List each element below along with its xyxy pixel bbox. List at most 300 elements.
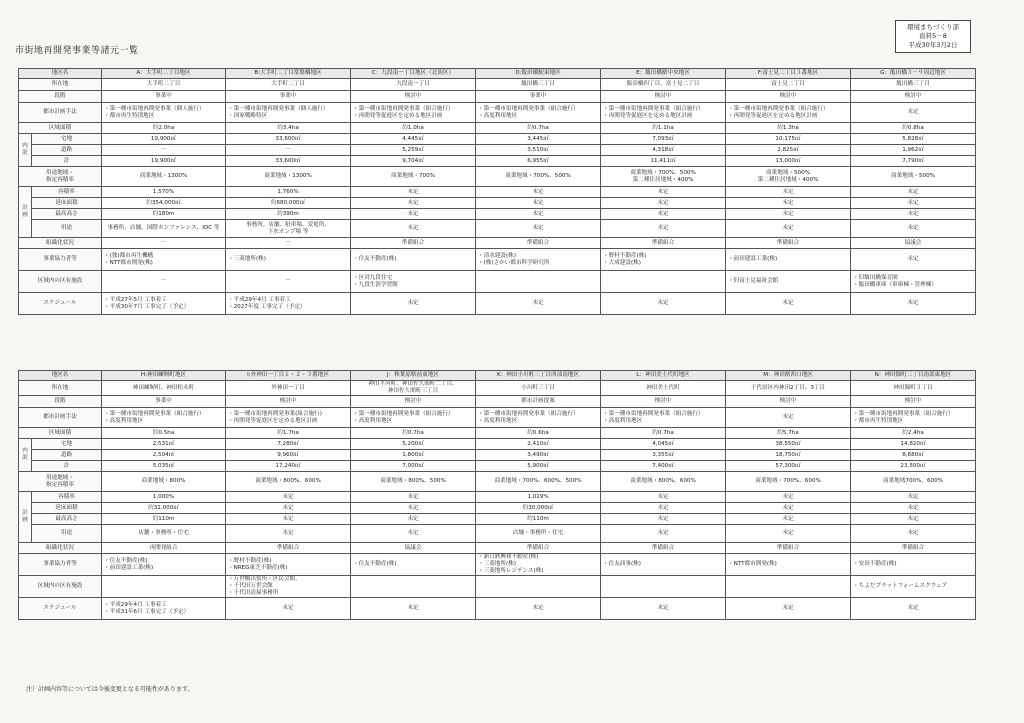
row-label-cell: 最高高さ bbox=[32, 514, 102, 525]
data-cell: 未定 bbox=[851, 293, 976, 315]
data-cell: ・第一種市街地再開発事業（組合施行） ・高度利用地区 bbox=[476, 408, 601, 428]
table-row-floor bbox=[19, 198, 976, 209]
data-cell: 未定 bbox=[601, 525, 726, 543]
data-cell: ・平成27年5月 工事着工 ・平成30年7月 工事完了（予定） bbox=[102, 293, 226, 315]
table-header-row bbox=[19, 69, 976, 79]
data-cell: 商業地域・700%、500% bbox=[476, 167, 601, 187]
group-label-cell: 内訳 bbox=[19, 439, 32, 472]
data-cell: 大手町二丁目 bbox=[102, 79, 226, 91]
data-cell: 未定 bbox=[476, 209, 601, 220]
data-cell: 5,035㎡ bbox=[102, 461, 226, 472]
data-cell: 未定 bbox=[851, 220, 976, 238]
data-cell: 2,504㎡ bbox=[102, 450, 226, 461]
data-cell: 商業地域・500% 第二種住居地域・400% bbox=[726, 167, 851, 187]
row-label-cell: 道路 bbox=[32, 145, 102, 156]
row-label-cell: 都市計画手法 bbox=[19, 408, 102, 428]
stamp-document-number: 資料5－8 bbox=[919, 32, 947, 40]
data-cell: 3,445㎡ bbox=[476, 134, 601, 145]
row-label-cell: 所在地 bbox=[19, 79, 102, 91]
data-cell: 事業中 bbox=[102, 91, 226, 103]
data-cell: 未定 bbox=[851, 503, 976, 514]
data-cell: ・前田建設工業(株) bbox=[726, 249, 851, 271]
data-cell: 4,045㎡ bbox=[601, 439, 726, 450]
data-cell: 7,093㎡ bbox=[601, 134, 726, 145]
data-cell: ・住友不動産(株) bbox=[351, 554, 476, 576]
data-cell: 準備組合 bbox=[601, 543, 726, 554]
data-cell: 13,000㎡ bbox=[726, 156, 851, 167]
data-cell: 未定 bbox=[726, 293, 851, 315]
data-cell: 未定 bbox=[851, 198, 976, 209]
data-cell: 商業地域・1300% bbox=[102, 167, 226, 187]
data-cell: ・新日鉄興和不動産(株) ・三菱地所(株) ・三菱地所レジデンス(株) bbox=[476, 554, 601, 576]
data-cell: 商業地域・700%、500% 第二種住居地域・400% bbox=[601, 167, 726, 187]
data-cell: 約1.3ha bbox=[726, 123, 851, 134]
data-cell: 商業地域・800%、500% bbox=[351, 472, 476, 492]
data-cell bbox=[351, 576, 476, 598]
row-label-cell: 段階 bbox=[19, 91, 102, 103]
data-cell: 約110m bbox=[476, 514, 601, 525]
data-cell: 1,019% bbox=[476, 492, 601, 503]
data-cell: 九段南一丁目 bbox=[351, 79, 476, 91]
data-cell: 未定 bbox=[601, 209, 726, 220]
row-label-cell: 計 bbox=[32, 156, 102, 167]
data-cell: 約0.7ha bbox=[351, 428, 476, 439]
data-cell: 5,828㎡ bbox=[851, 134, 976, 145]
district-name-cell: A：大手町二丁目地区 bbox=[102, 69, 226, 79]
table-row-partner bbox=[19, 249, 976, 271]
data-cell: 事業中 bbox=[476, 91, 601, 103]
header-label-cell: 地区名 bbox=[19, 69, 102, 79]
table-row-facility bbox=[19, 271, 976, 293]
data-cell: 約1.1ha bbox=[601, 123, 726, 134]
data-cell: ・第一種市街地再開発事業（組合施行） ・高度利用地区 bbox=[601, 408, 726, 428]
data-cell: 未定 bbox=[351, 525, 476, 543]
data-cell: 約5.7ha bbox=[726, 428, 851, 439]
data-cell: － bbox=[102, 271, 226, 293]
data-cell: 商業地域・700%、600%、500% bbox=[476, 472, 601, 492]
data-cell: 未定 bbox=[726, 220, 851, 238]
data-cell: 未定 bbox=[726, 209, 851, 220]
district-name-cell: L：神田美土代町地区 bbox=[601, 371, 726, 381]
data-cell: 未定 bbox=[726, 492, 851, 503]
row-label-cell: 事業協力者等 bbox=[19, 249, 102, 271]
data-cell: 準備組合 bbox=[351, 238, 476, 249]
table-row-far bbox=[19, 187, 976, 198]
data-cell: 未定 bbox=[851, 492, 976, 503]
data-cell: 未定 bbox=[601, 198, 726, 209]
data-cell: 大手町二丁目 bbox=[226, 79, 351, 91]
row-label-cell: 最高高さ bbox=[32, 209, 102, 220]
data-cell: 約3.4ha bbox=[226, 123, 351, 134]
data-cell: 33,600㎡ bbox=[226, 134, 351, 145]
data-cell: 商業地域・700% bbox=[351, 167, 476, 187]
table-row-stage bbox=[19, 91, 976, 103]
data-cell: ・第一種市街地再開発事業（組合施行） ・再開発等促進区を定める地区計画 bbox=[726, 103, 851, 123]
data-cell: 準備組合 bbox=[226, 543, 351, 554]
data-cell: 商業地域・500% bbox=[851, 167, 976, 187]
data-cell: － bbox=[226, 238, 351, 249]
table-row-area bbox=[19, 428, 976, 439]
data-cell: ・第一種市街地再開発事業（組合施行） ・高度利用地区 bbox=[351, 408, 476, 428]
data-cell: 未定 bbox=[726, 514, 851, 525]
table-row-height bbox=[19, 514, 976, 525]
table-row-schedule bbox=[19, 293, 976, 315]
data-cell: 5,900㎡ bbox=[476, 461, 601, 472]
data-cell: 未定 bbox=[726, 598, 851, 620]
data-cell: 未定 bbox=[226, 514, 351, 525]
district-name-cell: N：神田錦町三丁目南部東地区 bbox=[851, 371, 976, 381]
data-cell: 未定 bbox=[476, 220, 601, 238]
data-cell: 準備組合 bbox=[476, 543, 601, 554]
data-cell: 約2.4ha bbox=[851, 428, 976, 439]
table-row-takuchi bbox=[19, 439, 976, 450]
document-stamp bbox=[895, 20, 971, 53]
data-cell: ・住友不動産(株) bbox=[351, 249, 476, 271]
data-cell: 未定 bbox=[226, 598, 351, 620]
table-row-zoning bbox=[19, 167, 976, 187]
data-cell: ・第一種市街地再開発事業（組合施行） ・高度利用地区 bbox=[102, 408, 226, 428]
data-cell: ・第一種市街地再開発事業（組合施行） ・再開発等促進区を定める地区計画 bbox=[351, 103, 476, 123]
stamp-date: 平成30年3月2日 bbox=[908, 41, 958, 49]
data-cell: 未定 bbox=[351, 503, 476, 514]
data-cell: 再開発組合 bbox=[102, 543, 226, 554]
district-name-cell: M：神田駅西口地区 bbox=[726, 371, 851, 381]
data-cell: 19,900㎡ bbox=[102, 156, 226, 167]
data-cell: 未定 bbox=[351, 220, 476, 238]
data-cell: ・清水建設(株) ・(株)さかい都市科学研究所 bbox=[476, 249, 601, 271]
data-cell: 未定 bbox=[726, 503, 851, 514]
data-cell: ・区営九段住宅 ・九段生涯学習館 bbox=[351, 271, 476, 293]
data-cell: 33,600㎡ bbox=[226, 156, 351, 167]
row-label-cell: 段階 bbox=[19, 396, 102, 408]
data-cell: 準備組合 bbox=[726, 543, 851, 554]
data-cell: 検討中 bbox=[726, 396, 851, 408]
row-label-cell: スケジュール bbox=[19, 598, 102, 620]
data-cell: 4,318㎡ bbox=[601, 145, 726, 156]
district-name-cell: G：飯田橋３－９周辺地区 bbox=[851, 69, 976, 79]
data-cell: 未定 bbox=[851, 187, 976, 198]
data-cell: 未定 bbox=[851, 209, 976, 220]
table-row-area bbox=[19, 123, 976, 134]
data-cell: 検討中 bbox=[726, 91, 851, 103]
data-cell: ・第一種市街地再開発事業(組合施行) ・再開発等促進区を定める地区計画 bbox=[226, 408, 351, 428]
data-cell: 検討中 bbox=[851, 91, 976, 103]
data-cell: 未定 bbox=[851, 598, 976, 620]
data-cell: 約1.7ha bbox=[226, 428, 351, 439]
data-cell: ・第一種市街地再開発事業（組合施行） ・都市再生特別地区 bbox=[851, 408, 976, 428]
table-header-row bbox=[19, 371, 976, 381]
data-cell: 9,704㎡ bbox=[351, 156, 476, 167]
row-label-cell: 延床面積 bbox=[32, 503, 102, 514]
data-cell: 約680,000㎡ bbox=[226, 198, 351, 209]
data-cell: 6,955㎡ bbox=[476, 156, 601, 167]
group-label-cell: 計画 bbox=[19, 492, 32, 543]
row-label-cell: 延床面積 bbox=[32, 198, 102, 209]
row-label-cell: 用途 bbox=[32, 525, 102, 543]
data-cell: 2,825㎡ bbox=[726, 145, 851, 156]
data-cell: 未定 bbox=[351, 187, 476, 198]
data-cell: 未定 bbox=[351, 209, 476, 220]
data-cell: 約0.6ha bbox=[476, 428, 601, 439]
data-cell: 約30,000㎡ bbox=[476, 503, 601, 514]
row-label-cell: 都市計画手法 bbox=[19, 103, 102, 123]
data-cell: 5,200㎡ bbox=[351, 439, 476, 450]
data-cell: 準備組合 bbox=[476, 238, 601, 249]
data-cell: 検討中 bbox=[351, 396, 476, 408]
data-cell: 約2.0ha bbox=[102, 123, 226, 134]
data-cell: 都市計画提案 bbox=[476, 396, 601, 408]
data-cell: 3,510㎡ bbox=[476, 145, 601, 156]
data-cell: 未定 bbox=[851, 514, 976, 525]
district-name-cell: F:富士見二丁目３番地区 bbox=[726, 69, 851, 79]
data-cell: 商業地域・700%、600% bbox=[726, 472, 851, 492]
data-cell: 未定 bbox=[351, 293, 476, 315]
data-cell: 協議会 bbox=[851, 238, 976, 249]
data-cell: ・ちよだプラットフォームスクウェア bbox=[851, 576, 976, 598]
data-cell: － bbox=[102, 145, 226, 156]
table-row-kei bbox=[19, 461, 976, 472]
table-row-location bbox=[19, 381, 976, 396]
data-cell: 未定 bbox=[851, 525, 976, 543]
data-cell: 神田錦町３丁目 bbox=[851, 381, 976, 396]
data-cell: 7,790㎡ bbox=[851, 156, 976, 167]
data-cell: 未定 bbox=[226, 503, 351, 514]
data-cell: 商業地域・800% bbox=[102, 472, 226, 492]
district-table-top bbox=[18, 68, 976, 315]
data-cell: ・住友商事(株) bbox=[601, 554, 726, 576]
data-cell: 2,531㎡ bbox=[102, 439, 226, 450]
table-row-schedule bbox=[19, 598, 976, 620]
data-cell: 11,411㎡ bbox=[601, 156, 726, 167]
data-cell: 7,400㎡ bbox=[601, 461, 726, 472]
data-cell: 未定 bbox=[601, 514, 726, 525]
table-row-takuchi bbox=[19, 134, 976, 145]
data-cell: 未定 bbox=[476, 198, 601, 209]
data-cell bbox=[102, 576, 226, 598]
data-cell: 7,000㎡ bbox=[351, 461, 476, 472]
data-cell bbox=[601, 576, 726, 598]
table-row-org bbox=[19, 238, 976, 249]
district-name-cell: B:大手町二丁目常盤橋地区 bbox=[226, 69, 351, 79]
data-cell: 検討中 bbox=[851, 396, 976, 408]
data-cell: 富士見二丁目 bbox=[726, 79, 851, 91]
data-cell bbox=[601, 271, 726, 293]
district-name-cell: C：九段南一丁目地区（北街区） bbox=[351, 69, 476, 79]
district-name-cell: I:外神田一丁目１・２・３番地区 bbox=[226, 371, 351, 381]
data-cell: 約110m bbox=[102, 514, 226, 525]
data-cell: 1,962㎡ bbox=[851, 145, 976, 156]
data-cell: 未定 bbox=[476, 598, 601, 620]
row-label-cell: 道路 bbox=[32, 450, 102, 461]
data-cell: 未定 bbox=[726, 187, 851, 198]
row-label-cell: 区域面積 bbox=[19, 428, 102, 439]
data-cell: － bbox=[226, 271, 351, 293]
row-label-cell: 用途地域・ 指定容積率 bbox=[19, 472, 102, 492]
row-label-cell: 宅地 bbox=[32, 439, 102, 450]
table-row-use bbox=[19, 525, 976, 543]
data-cell: ・旧富士見福祉会館 bbox=[726, 271, 851, 293]
data-cell: 5,259㎡ bbox=[351, 145, 476, 156]
data-cell: 商業地域・800%、600% bbox=[226, 472, 351, 492]
table-row-doro bbox=[19, 145, 976, 156]
group-label-cell: 内訳 bbox=[19, 134, 32, 167]
data-cell: 約180m bbox=[102, 209, 226, 220]
data-cell: 協議会 bbox=[351, 543, 476, 554]
data-cell: 未定 bbox=[726, 408, 851, 428]
district-name-cell: D:飯田橋駅東地区 bbox=[476, 69, 601, 79]
data-cell: ・(独)都市再生機構 ・NTT都市開発(株) bbox=[102, 249, 226, 271]
table-row-stage bbox=[19, 396, 976, 408]
row-label-cell: 宅地 bbox=[32, 134, 102, 145]
data-cell: ・三菱地所(株) bbox=[226, 249, 351, 271]
table-row-facility bbox=[19, 576, 976, 598]
row-label-cell: 用途 bbox=[32, 220, 102, 238]
data-cell: 未定 bbox=[601, 187, 726, 198]
data-cell: 事業中 bbox=[102, 396, 226, 408]
district-table-bottom bbox=[18, 370, 976, 620]
data-cell: 未定 bbox=[351, 514, 476, 525]
data-cell: 約0.5ha bbox=[102, 428, 226, 439]
row-label-cell: 区域内の区有施設 bbox=[19, 271, 102, 293]
data-cell: ・第一種市街地再開発事業（個人施行） ・国家戦略特区 bbox=[226, 103, 351, 123]
data-cell: 検討中 bbox=[601, 396, 726, 408]
data-cell: 事務所、店舗、駐車場、変電所、 下水ポンプ場 等 bbox=[226, 220, 351, 238]
table-row-far bbox=[19, 492, 976, 503]
data-cell: 23,500㎡ bbox=[851, 461, 976, 472]
data-cell: 17,240㎡ bbox=[226, 461, 351, 472]
data-cell: 飯田橋三丁目 bbox=[851, 79, 976, 91]
data-cell: 外神田一丁目 bbox=[226, 381, 351, 396]
data-cell: 飯田橋四丁目、富士見二丁目 bbox=[601, 79, 726, 91]
data-cell: ・NTT都市開発(株) bbox=[726, 554, 851, 576]
row-label-cell: 組織化状況 bbox=[19, 543, 102, 554]
data-cell: 検討中 bbox=[601, 91, 726, 103]
data-cell: 未定 bbox=[476, 293, 601, 315]
data-cell: ・万世橋出張所・区民会館、 ・千代田万世会館 ・千代田清掃事務所 bbox=[226, 576, 351, 598]
table-row-kei bbox=[19, 156, 976, 167]
data-cell: 未定 bbox=[351, 598, 476, 620]
data-cell: 9,960㎡ bbox=[226, 450, 351, 461]
data-cell: 未定 bbox=[351, 198, 476, 209]
data-cell: 店舗・事務所・住宅 bbox=[102, 525, 226, 543]
data-cell bbox=[476, 576, 601, 598]
data-cell: 2,410㎡ bbox=[476, 439, 601, 450]
data-cell: 14,820㎡ bbox=[851, 439, 976, 450]
data-cell: － bbox=[102, 238, 226, 249]
data-cell: 1,000% bbox=[102, 492, 226, 503]
data-cell: 57,300㎡ bbox=[726, 461, 851, 472]
data-cell: 未定 bbox=[226, 525, 351, 543]
row-label-cell: 用途地域・ 指定容積率 bbox=[19, 167, 102, 187]
header-label-cell: 地区名 bbox=[19, 371, 102, 381]
data-cell: ・第一種市街地再開発事業（組合施行） ・再開発等促進区を定める地区計画 bbox=[601, 103, 726, 123]
data-cell: 検討中 bbox=[226, 396, 351, 408]
data-cell: 未定 bbox=[851, 103, 976, 123]
row-label-cell: 容積率 bbox=[32, 492, 102, 503]
data-cell: ・第一種市街地再開発事業（個人施行） ・都市再生特別地区 bbox=[102, 103, 226, 123]
data-cell: 38,550㎡ bbox=[726, 439, 851, 450]
table-row-partner bbox=[19, 554, 976, 576]
data-cell: 準備組合 bbox=[601, 238, 726, 249]
data-cell: ・野村不動産(株) ・大成建設(株) bbox=[601, 249, 726, 271]
data-cell: 小川町三丁目 bbox=[476, 381, 601, 396]
data-cell: 商業地域・800%、600% bbox=[601, 472, 726, 492]
data-cell: ・安田不動産(株) bbox=[851, 554, 976, 576]
data-cell: 1,570% bbox=[102, 187, 226, 198]
data-cell: 未定 bbox=[601, 598, 726, 620]
table-row-use bbox=[19, 220, 976, 238]
district-name-cell: J：秋葉原駅前東地区 bbox=[351, 371, 476, 381]
data-cell bbox=[726, 576, 851, 598]
data-cell: 4,445㎡ bbox=[351, 134, 476, 145]
data-cell: 約390m bbox=[226, 209, 351, 220]
data-cell: 約31,000㎡ bbox=[102, 503, 226, 514]
table-row-method bbox=[19, 408, 976, 428]
data-cell: 未定 bbox=[601, 503, 726, 514]
table-row-floor bbox=[19, 503, 976, 514]
footnote: 注）計画内容等については今後変更となる可能性があります。 bbox=[26, 686, 194, 693]
data-cell: 18,750㎡ bbox=[726, 450, 851, 461]
data-cell: 約0.7ha bbox=[476, 123, 601, 134]
data-cell: 8,680㎡ bbox=[851, 450, 976, 461]
data-cell: 未定 bbox=[851, 249, 976, 271]
data-cell: 未定 bbox=[726, 198, 851, 209]
data-cell: 7,280㎡ bbox=[226, 439, 351, 450]
data-cell: 未定 bbox=[476, 187, 601, 198]
data-cell: 検討中 bbox=[351, 91, 476, 103]
data-cell: 店舗・事務所・住宅 bbox=[476, 525, 601, 543]
data-cell: 1,760% bbox=[226, 187, 351, 198]
row-label-cell: 所在地 bbox=[19, 381, 102, 396]
data-cell: 事務所、店舗、国際カンファレンス、IDC 等 bbox=[102, 220, 226, 238]
data-cell: 3,490㎡ bbox=[476, 450, 601, 461]
table-row-org bbox=[19, 543, 976, 554]
data-cell: ・平成29年4月 工事着工 ・2027年度 工事完了（予定） bbox=[226, 293, 351, 315]
data-cell: 約1.0ha bbox=[351, 123, 476, 134]
data-cell: 神田練塀町、神田松永町 bbox=[102, 381, 226, 396]
data-cell: 約0.7ha bbox=[601, 428, 726, 439]
data-cell: 未定 bbox=[601, 293, 726, 315]
data-cell: 約0.8ha bbox=[851, 123, 976, 134]
group-label-cell: 計画 bbox=[19, 187, 32, 238]
district-name-cell: K：神田小川町三丁目西部南地区 bbox=[476, 371, 601, 381]
data-cell: 10,175㎡ bbox=[726, 134, 851, 145]
table-row-zoning bbox=[19, 472, 976, 492]
data-cell: － bbox=[226, 145, 351, 156]
data-cell: ・第一種市街地再開発事業（組合施行） ・高度利用地区 bbox=[476, 103, 601, 123]
data-cell: ・住友不動産(株) ・前田建設工業(株) bbox=[102, 554, 226, 576]
data-cell: 未定 bbox=[601, 220, 726, 238]
row-label-cell: 計 bbox=[32, 461, 102, 472]
data-cell: 1,800㎡ bbox=[351, 450, 476, 461]
row-label-cell: 区域面積 bbox=[19, 123, 102, 134]
table-row-location bbox=[19, 79, 976, 91]
data-cell: 準備組合 bbox=[851, 543, 976, 554]
data-cell: 約354,000㎡ bbox=[102, 198, 226, 209]
data-cell: ・旧飯田橋保育園 ・飯田橋車庫（車庫棟・管理棟） bbox=[851, 271, 976, 293]
document-title: 市街地再開発事業等諸元一覧 bbox=[15, 46, 139, 56]
table-row-method bbox=[19, 103, 976, 123]
data-cell: 未定 bbox=[601, 492, 726, 503]
data-cell: 未定 bbox=[226, 492, 351, 503]
data-cell: ・平成29年4月 工事着工 ・平成31年6月 工事完了（予定） bbox=[102, 598, 226, 620]
row-label-cell: 容積率 bbox=[32, 187, 102, 198]
data-cell: 飯田橋三丁目 bbox=[476, 79, 601, 91]
data-cell: 商業地域700%、600% bbox=[851, 472, 976, 492]
row-label-cell: 事業協力者等 bbox=[19, 554, 102, 576]
row-label-cell: スケジュール bbox=[19, 293, 102, 315]
data-cell: 19,900㎡ bbox=[102, 134, 226, 145]
